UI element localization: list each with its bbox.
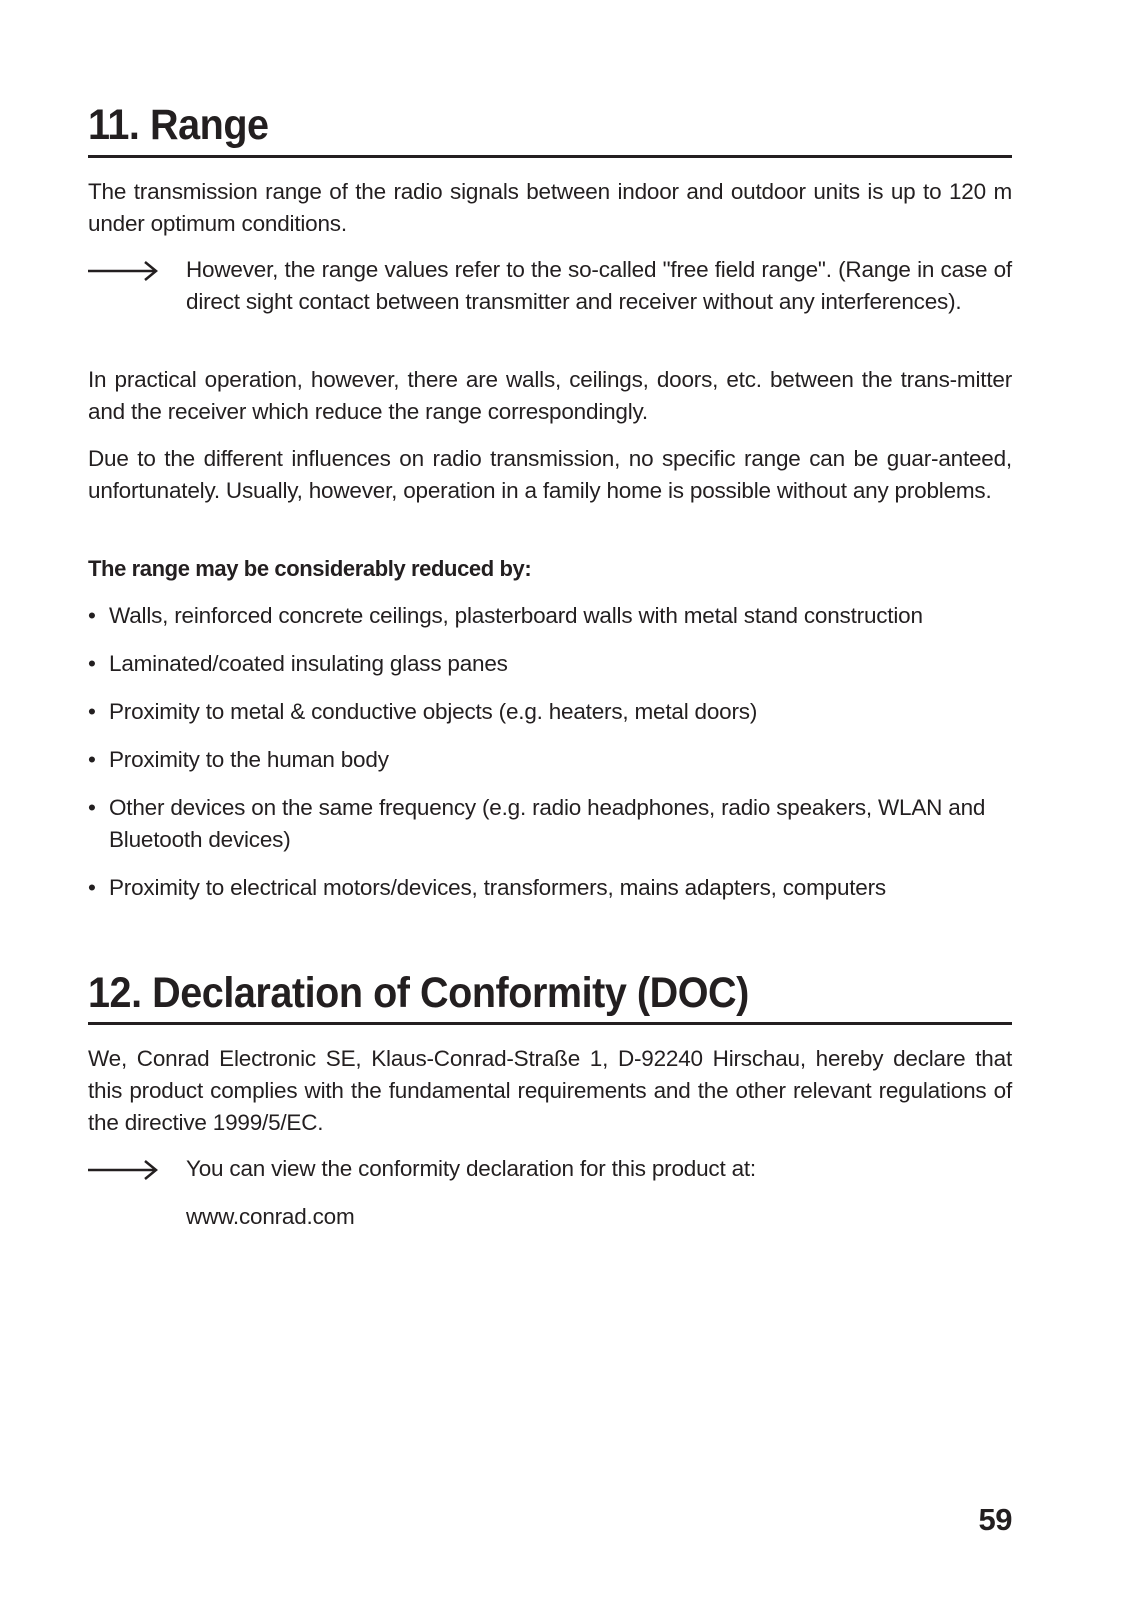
doc-note-line: You can view the conformity declaration for this product at: [186,1156,756,1181]
list-item: • Laminated/coated insulating glass panes [88,648,1012,680]
range-reduced-heading: The range may be considerably reduced by: [88,556,532,581]
list-item: • Proximity to metal & conductive objects (e.g. heaters, metal doors) [88,696,1012,728]
section-11-rule [88,155,1012,158]
list-item: • Proximity to the human body [88,744,1012,776]
list-item: • Walls, reinforced concrete ceilings, plasterboard walls with metal stand construction [88,600,1012,632]
bullet-dot-icon: • [88,747,96,772]
list-item: • Proximity to electrical motors/devices, transformers, mains adapters, computers [88,872,1012,904]
range-note-text: However, the range values refer to the so-called "free field range". (Range in case of direct sight contact between transmitter and receiver without any interferences). [186,257,1012,314]
range-practical-paragraph: In practical operation, however, there are walls, ceilings, doors, etc. between the trans-mitter and the receiver which reduce the range correspondingly. [88,367,1012,424]
bullet-dot-icon: • [88,651,96,676]
long-right-arrow-icon [88,254,186,287]
range-reduction-list [88,600,1012,920]
doc-declaration-paragraph: We, Conrad Electronic SE, Klaus-Conrad-Straße 1, D-92240 Hirschau, hereby declare that this product complies with the fundamental requirements and the other relevant regulations of the directive 1999/5/EC. [88,1046,1012,1135]
section-11-title: 11. Range [88,101,269,149]
list-item: • Other devices on the same frequency (e.g. radio headphones, radio speakers, WLAN and Bluetooth devices) [88,792,1012,856]
bullet-dot-icon: • [88,795,96,820]
range-influences-paragraph: Due to the different influences on radio transmission, no specific range can be guar-anteed, unfortunately. Usually, however, operation in a family home is possible without any problems. [88,446,1012,503]
page-number: 59 [978,1502,1012,1537]
long-right-arrow-icon [88,1153,186,1186]
section-12-rule [88,1022,1012,1025]
bullet-dot-icon: • [88,875,96,900]
range-note [88,254,1012,318]
bullet-dot-icon: • [88,603,96,628]
bullet-dot-icon: • [88,699,96,724]
conrad-url-link[interactable]: www.conrad.com [186,1204,355,1229]
section-12-title: 12. Declaration of Conformity (DOC) [88,969,749,1017]
doc-note-text [186,1153,1012,1233]
doc-note [88,1153,1012,1233]
range-intro-paragraph: The transmission range of the radio signals between indoor and outdoor units is up to 120 m under optimum conditions. [88,179,1012,236]
